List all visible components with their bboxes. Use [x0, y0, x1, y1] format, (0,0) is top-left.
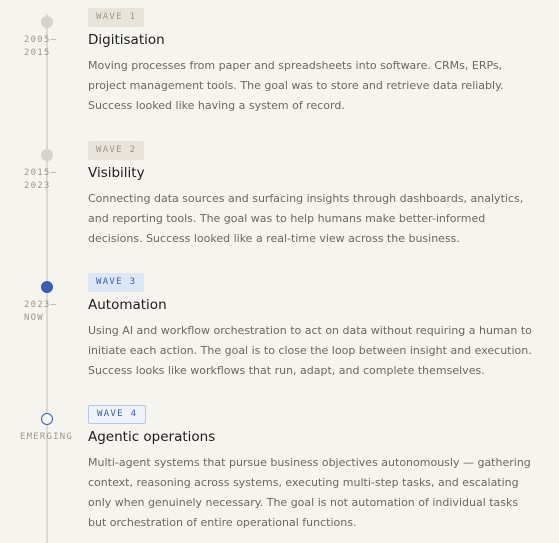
wave-badge: WAVE 4 [88, 405, 146, 424]
wave-title: Digitisation [88, 32, 165, 48]
date-start: 2005– [24, 35, 58, 45]
date-range [0, 34, 72, 60]
wave-description: Multi-agent systems that pursue business objectives autonomously — gathering context, reasoning across systems, executing multi-step tasks, and escalating only when genuinely necessary. The goal is not automation of individual tasks but orchestration of entire operational functions. [88, 456, 531, 529]
date-range [0, 167, 72, 193]
timeline-line [46, 14, 48, 543]
date-range [0, 299, 72, 325]
wave-badge: WAVE 3 [88, 273, 144, 292]
timeline-dot-past [41, 149, 53, 161]
date-end: 2015 [24, 48, 51, 58]
date-end: 2023 [24, 181, 51, 191]
date-range [20, 431, 80, 444]
date-label: EMERGING [20, 432, 73, 442]
date-start: 2023– [24, 300, 58, 310]
timeline-dot-past [41, 16, 53, 28]
timeline-dot-current [41, 281, 53, 293]
wave-badge: WAVE 2 [88, 141, 144, 160]
wave-title: Automation [88, 297, 167, 313]
wave-description: Connecting data sources and surfacing insights through dashboards, analytics, and reporting tools. The goal was to help humans make better-informed decisions. Success looked like a real-time view across the business. [88, 192, 524, 245]
wave-description: Moving processes from paper and spreadsheets into software. CRMs, ERPs, project management tools. The goal was to store and retrieve data reliably. Success looked like having a system of record. [88, 59, 504, 112]
wave-title: Agentic operations [88, 429, 216, 445]
wave-title: Visibility [88, 165, 145, 181]
wave-description: Using AI and workflow orchestration to act on data without requiring a human to initiate each action. The goal is to close the loop between insight and execution. Success looks like workflows that run, adapt, and complete themselves. [88, 324, 532, 377]
date-start: 2015– [24, 168, 58, 178]
date-end: NOW [24, 313, 44, 323]
wave-badge: WAVE 1 [88, 8, 144, 27]
timeline-dot-future [41, 413, 53, 425]
